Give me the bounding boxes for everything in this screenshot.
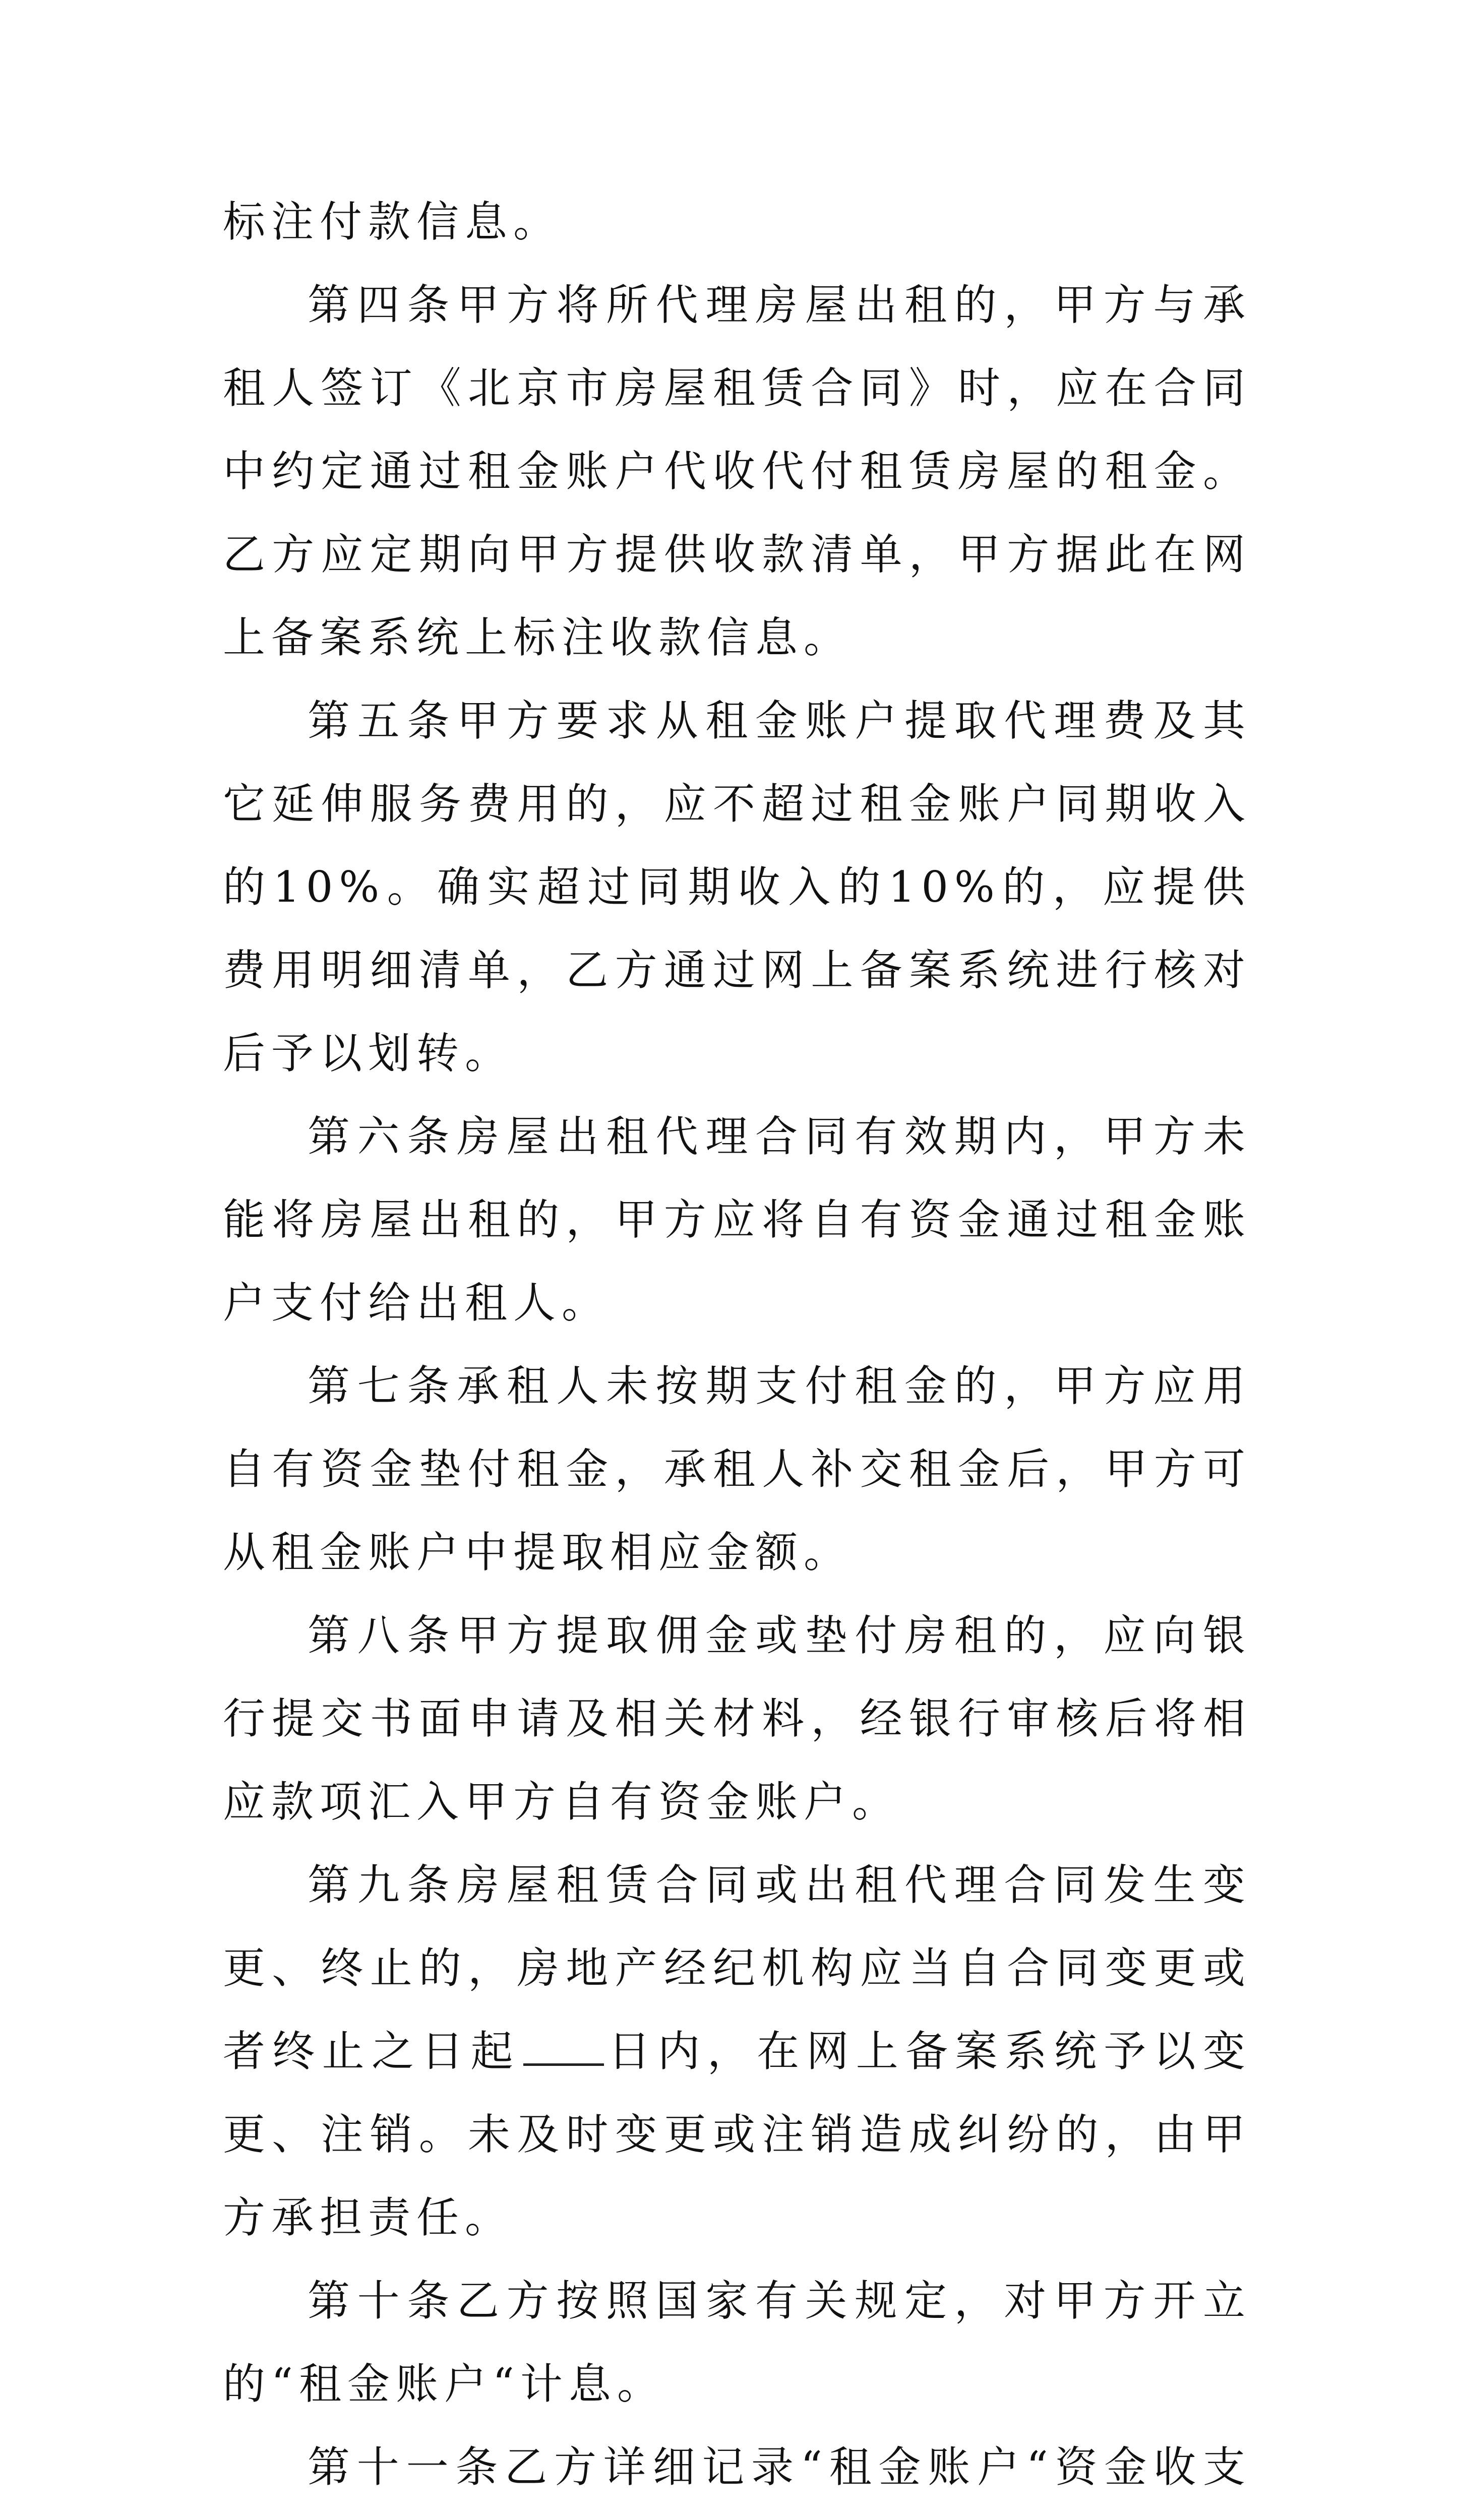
paragraph-article-6: 第六条房屋出租代理合同有效期内，甲方未能将房屋出租的，甲方应将自有资金通过租金账户支付给出租人。 [223, 1112, 1251, 1328]
document-body [223, 180, 1251, 2520]
paragraph-continuation: 标注付款信息。 [223, 197, 562, 246]
article-9-text-after-blank: 日内，在网上备案系统予以变更、注销。未及时变更或注销造成纠纷的，由甲方承担责任。 [223, 2027, 1251, 2242]
paragraph-article-9 [223, 1844, 1251, 2259]
paragraph-article-4: 第四条甲方将所代理房屋出租的，甲方与承租人签订《北京市房屋租赁合同》时，应在合同中约定通过租金账户代收代付租赁房屋的租金。乙方应定期向甲方提供收款清单，甲方据此在网上备案系统上标注收款信息。 [223, 280, 1251, 662]
article-9-text-before-blank: 第九条房屋租赁合同或出租代理合同发生变更、终止的，房地产经纪机构应当自合同变更或者终止之日起 [223, 1860, 1251, 2076]
paragraph-article-8: 第八条甲方提取佣金或垫付房租的，应向银行提交书面申请及相关材料，经银行审核后将相应款项汇入甲方自有资金账户。 [223, 1611, 1251, 1826]
paragraph-article-5: 第五条甲方要求从租金账户提取代理费及其它延伸服务费用的，应不超过租金账户同期收入的10%。确实超过同期收入的10%的，应提供费用明细清单，乙方通过网上备案系统进行核对后予以划转。 [223, 696, 1251, 1078]
paragraph-article-11: 第十一条乙方详细记录“租金账户“资金收支 [308, 2442, 1251, 2492]
fill-in-blank-days [523, 2028, 604, 2066]
paragraph-article-7: 第七条承租人未按期支付租金的，甲方应用自有资金垫付租金，承租人补交租金后，甲方可从租金账户中提取相应金额。 [223, 1361, 1251, 1577]
paragraph-article-10: 第十条乙方按照国家有关规定，对甲方开立的“租金账户“计息。 [223, 2276, 1251, 2409]
